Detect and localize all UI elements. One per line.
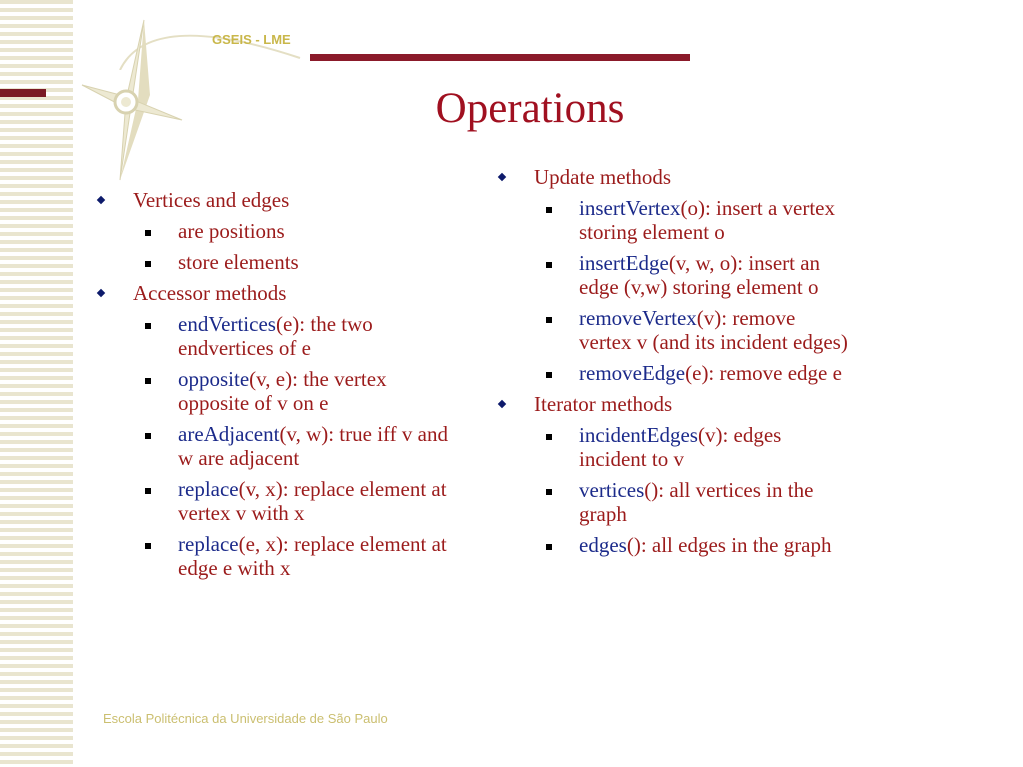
method-description: (e): the two endvertices of e bbox=[178, 312, 373, 360]
left-column bbox=[96, 188, 456, 587]
list-item bbox=[497, 533, 849, 557]
square-bullet-icon bbox=[145, 543, 151, 549]
square-bullet-icon bbox=[145, 433, 151, 439]
list-item bbox=[96, 477, 458, 525]
square-bullet-icon bbox=[546, 434, 552, 440]
square-bullet-icon bbox=[546, 207, 552, 213]
method-name: edges bbox=[579, 533, 627, 557]
diamond-bullet-icon bbox=[498, 173, 506, 181]
side-accent-bar bbox=[0, 89, 46, 97]
section-heading: Accessor methods bbox=[96, 281, 456, 305]
method-description: (v): remove vertex v (and its incident edges) bbox=[579, 306, 848, 354]
footer-text: Escola Politécnica da Universidade de São Paulo bbox=[103, 711, 388, 726]
square-bullet-icon bbox=[546, 544, 552, 550]
list-item: store elements bbox=[96, 250, 458, 274]
diamond-bullet-icon bbox=[97, 196, 105, 204]
section-heading: Iterator methods bbox=[497, 392, 857, 416]
right-column bbox=[497, 165, 857, 564]
header-accent-bar bbox=[310, 54, 690, 61]
diamond-bullet-icon bbox=[97, 289, 105, 297]
list-item bbox=[497, 251, 849, 299]
header-label: GSEIS - LME bbox=[212, 32, 291, 47]
method-name: insertVertex bbox=[579, 196, 681, 220]
square-bullet-icon bbox=[145, 230, 151, 236]
method-name: replace bbox=[178, 477, 239, 501]
method-name: endVertices bbox=[178, 312, 276, 336]
section-heading: Vertices and edges bbox=[96, 188, 456, 212]
list-item bbox=[96, 532, 458, 580]
square-bullet-icon bbox=[145, 323, 151, 329]
method-name: areAdjacent bbox=[178, 422, 280, 446]
method-name: replace bbox=[178, 532, 239, 556]
method-description: (): all vertices in the graph bbox=[579, 478, 814, 526]
square-bullet-icon bbox=[145, 261, 151, 267]
method-description: (e): remove edge e bbox=[685, 361, 842, 385]
square-bullet-icon bbox=[546, 372, 552, 378]
method-description: (v, w, o): insert an edge (v,w) storing element o bbox=[579, 251, 821, 299]
method-name: removeVertex bbox=[579, 306, 697, 330]
method-description: (e, x): replace element at edge e with x bbox=[178, 532, 447, 580]
list-item bbox=[96, 312, 458, 360]
list-item bbox=[96, 422, 458, 470]
list-item bbox=[497, 306, 849, 354]
slide-title: Operations bbox=[435, 85, 625, 132]
list-item bbox=[497, 423, 849, 471]
method-name: incidentEdges bbox=[579, 423, 698, 447]
square-bullet-icon bbox=[145, 488, 151, 494]
method-description: (): all edges in the graph bbox=[626, 533, 832, 557]
list-item bbox=[497, 478, 849, 526]
method-description: (v, w): true iff v and w are adjacent bbox=[178, 422, 448, 470]
method-description: (v, e): the vertex opposite of v on e bbox=[178, 367, 387, 415]
method-description: (v): edges incident to v bbox=[579, 423, 782, 471]
square-bullet-icon bbox=[546, 317, 552, 323]
method-name: vertices bbox=[579, 478, 645, 502]
method-description: (o): insert a vertex storing element o bbox=[579, 196, 835, 244]
method-description: (v, x): replace element at vertex v with x bbox=[178, 477, 447, 525]
method-name: opposite bbox=[178, 367, 250, 391]
compass-logo-icon bbox=[62, 0, 202, 190]
list-item bbox=[497, 361, 849, 385]
method-name: insertEdge bbox=[579, 251, 669, 275]
list-item bbox=[96, 367, 458, 415]
method-name: removeEdge bbox=[579, 361, 686, 385]
list-item: are positions bbox=[96, 219, 458, 243]
section-heading: Update methods bbox=[497, 165, 857, 189]
square-bullet-icon bbox=[546, 489, 552, 495]
square-bullet-icon bbox=[145, 378, 151, 384]
square-bullet-icon bbox=[546, 262, 552, 268]
diamond-bullet-icon bbox=[498, 400, 506, 408]
list-item bbox=[497, 196, 849, 244]
